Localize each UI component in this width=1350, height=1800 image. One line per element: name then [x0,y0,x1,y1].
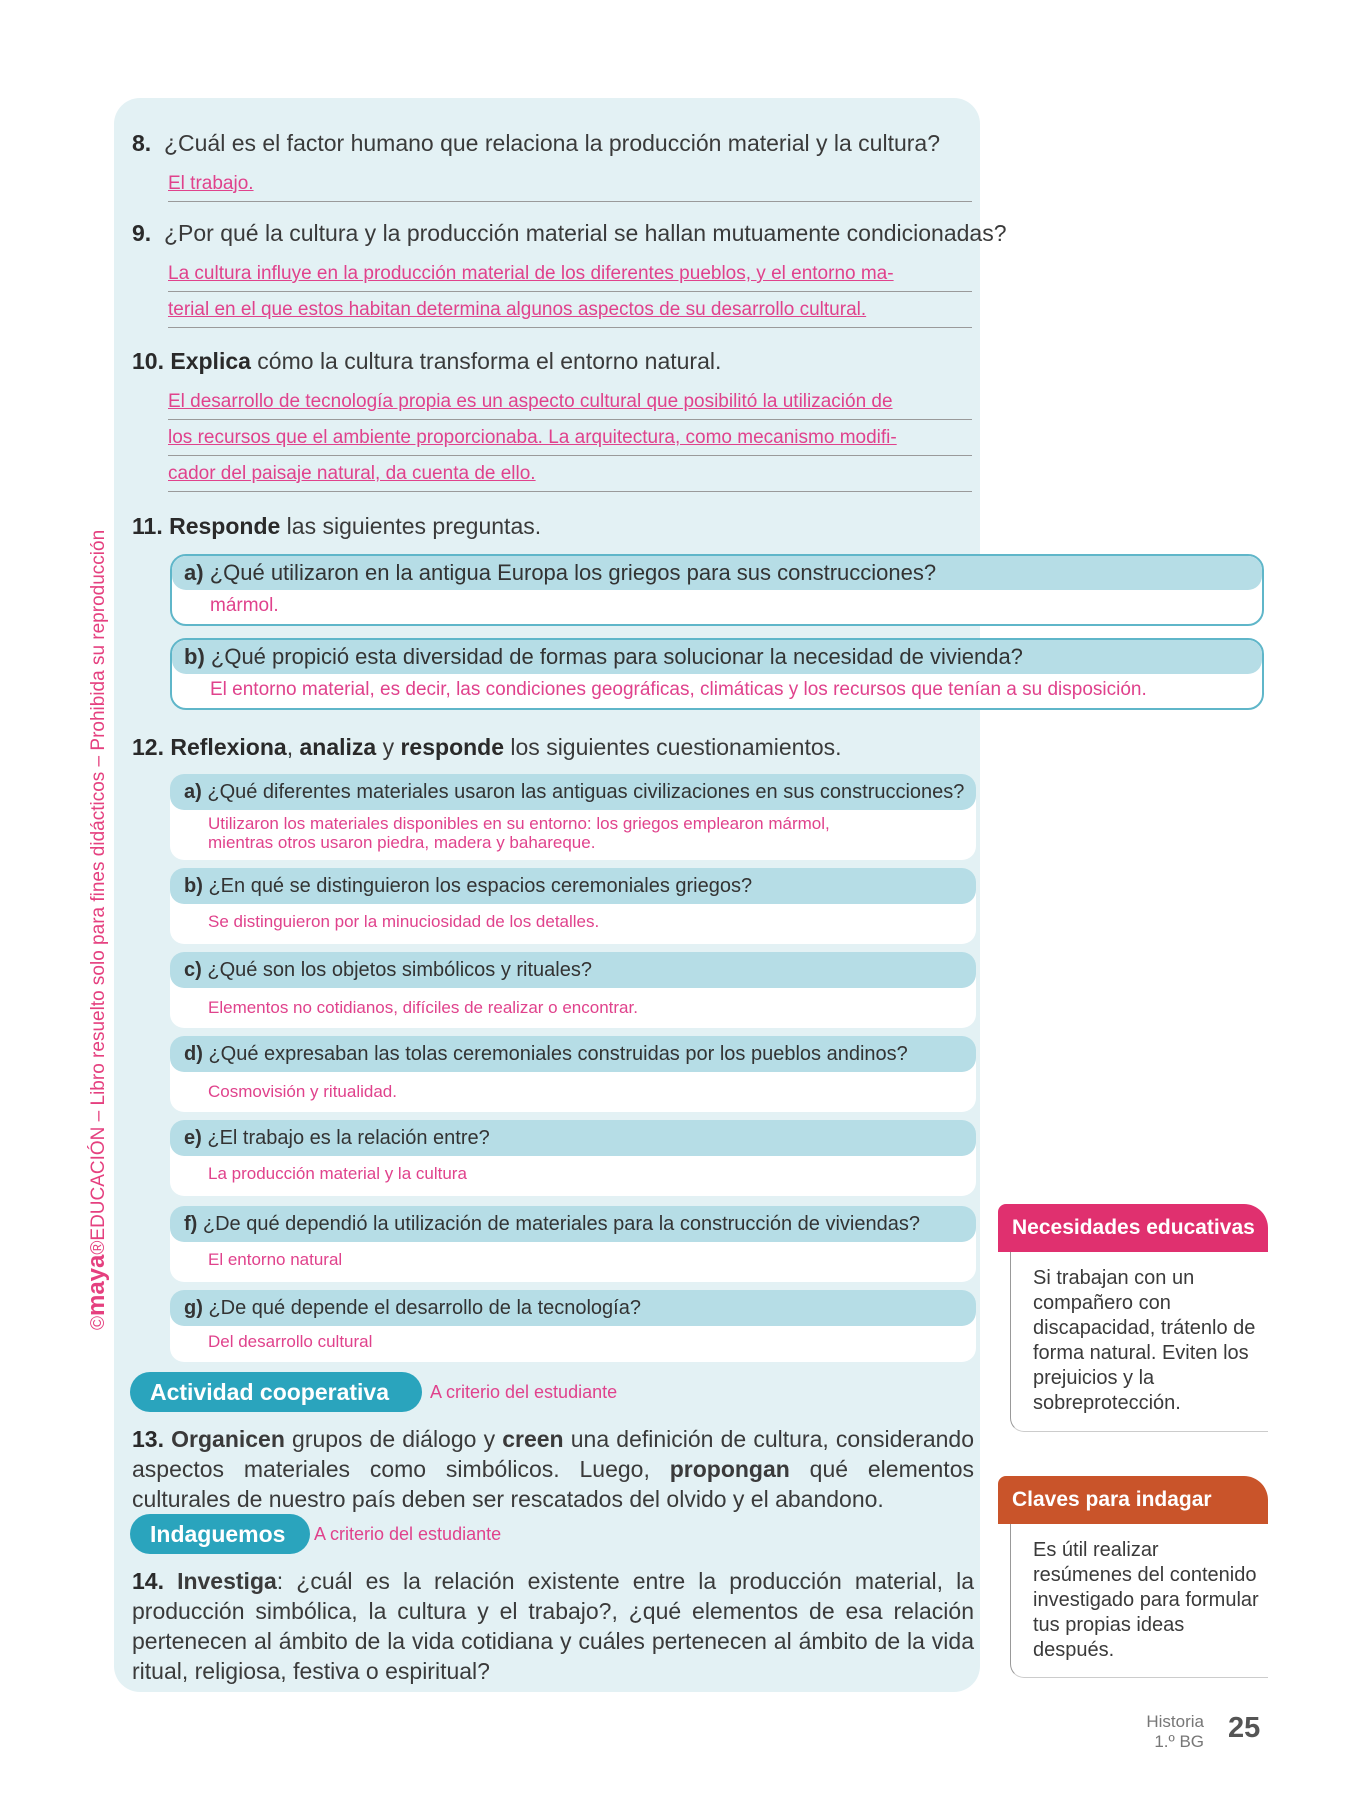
page-number: 25 [1228,1712,1261,1744]
answer-12d: Cosmovisión y ritualidad. [208,1082,397,1101]
registered-symbol: ® [88,1240,109,1255]
question-9 [132,218,1007,248]
question-11a: a) ¿Qué utilizaron en la antigua Europa los griegos para sus construcciones? [172,556,1262,590]
question-12d: d) ¿Qué expresaban las tolas ceremoniales construidas por los pueblos andinos? [170,1036,976,1072]
side-box-text: Si trabajan con un compañero con discapacidad, trátenlo de forma natural. Eviten los prejuicios y la sobreprotección. [1010,1252,1268,1432]
question-14: 14. Investiga: ¿cuál es la relación existente entre la producción material, la producción simbólica, la cultura y el trabajo?, ¿qué elementos de esa relación pertenecen al ámbito de la vida cotidiana y cuáles pertenecen al ámbito de la vida ritual, religiosa, festiva o espiritual? [132,1568,975,1684]
answer-12e: La producción material y la cultura [208,1164,467,1183]
subject-label: Historia [1146,1712,1204,1731]
question-10 [132,346,721,376]
answer-8 [168,166,972,202]
question-12e-box [170,1120,976,1196]
question-12e: e) ¿El trabajo es la relación entre? [170,1120,976,1156]
question-number: 11. [132,513,163,539]
question-12b: b) ¿En qué se distinguieron los espacios ceremoniales griegos? [170,868,976,904]
question-text: los siguientes cuestionamientos. [504,734,842,760]
answer-line: cador del paisaje natural, da cuenta de ello. [168,456,972,492]
footer-subject [1118,1712,1204,1752]
question-verb: Explica [170,348,251,374]
side-box-title: Claves para indagar [998,1476,1268,1524]
question-number: 12. [132,734,164,760]
copyright-symbol: © [88,1316,109,1330]
side-box-title: Necesidades educativas [998,1204,1268,1252]
question-12a-box [170,774,976,860]
side-box-claves [998,1476,1268,1678]
answer-12a: Utilizaron los materiales disponibles en su entorno: los griegos emplearon mármol, mientras otros usaron piedra, madera y bahareque. [208,814,830,852]
side-box-text: Es útil realizar resúmenes del contenido investigado para formular tus propias ideas después. [1010,1524,1268,1678]
answer-12c: Elementos no cotidianos, difíciles de realizar o encontrar. [208,998,638,1017]
question-12d-box [170,1036,976,1112]
side-box-necesidades [998,1204,1268,1432]
copyright-vertical-text [82,430,112,1330]
question-12f: f) ¿De qué dependió la utilización de materiales para la construcción de viviendas? [170,1206,976,1242]
answer-line: terial en el que estos habitan determina algunos aspectos de su desarrollo cultural. [168,292,972,328]
answer-10 [168,384,972,492]
question-11 [132,511,541,541]
grade-label: 1.º BG [1154,1732,1204,1751]
question-12c: c) ¿Qué son los objetos simbólicos y rituales? [170,952,976,988]
question-12f-box [170,1206,976,1282]
actividad-criterio: A criterio del estudiante [430,1382,618,1402]
copyright-text: EDUCACIÓN – Libro resuelto solo para fines didácticos – Prohibida su reproducción [88,529,109,1241]
brand-logo-text: maya [83,1254,110,1316]
answer-12b: Se distinguieron por la minuciosidad de los detalles. [208,912,600,931]
question-12: 12. Reflexiona, analiza y responde los siguientes cuestionamientos. [132,734,842,760]
answer-11b: El entorno material, es decir, las condiciones geográficas, climáticas y los recursos que tenían a su disposición. [210,679,1147,700]
question-number: 14. [132,1568,164,1594]
question-12b-box [170,868,976,944]
question-11b: b) ¿Qué propició esta diversidad de formas para solucionar la necesidad de vivienda? [172,640,1262,674]
question-verb: Responde [169,513,281,539]
answer-line: El desarrollo de tecnología propia es un aspecto cultural que posibilitó la utilización de [168,384,972,420]
answer-9 [168,256,972,328]
question-8 [132,128,940,158]
indaguemos-criterio: A criterio del estudiante [314,1524,502,1544]
question-13: 13. Organicen grupos de diálogo y creen una definición de cultura, considerando aspectos materiales como simbólicos. Luego, propongan qué elementos culturales de nuestro país deben ser rescatados del olvido y el abandono. [132,1426,974,1512]
answer-12g: Del desarrollo cultural [208,1332,373,1351]
actividad-cooperativa-label: Actividad cooperativa [130,1372,422,1412]
question-12g-box [170,1290,976,1362]
question-number: 13. [132,1426,164,1452]
question-12c-box [170,952,976,1028]
question-11b-box [170,638,1264,710]
question-text: cómo la cultura transforma el entorno natural. [250,348,722,374]
answer-line: La cultura influye en la producción material de los diferentes pueblos, y el entorno ma- [168,256,972,292]
question-11a-box [170,554,1264,626]
answer-line: los recursos que el ambiente proporcionaba. La arquitectura, como mecanismo modifi- [168,420,972,456]
question-text: las siguientes preguntas. [280,513,542,539]
question-number: 10. [132,348,164,374]
indaguemos-label: Indaguemos [130,1514,310,1554]
question-text: ¿Por qué la cultura y la producción material se hallan mutuamente condicionadas? [163,220,1007,246]
question-12a: a) ¿Qué diferentes materiales usaron las antiguas civilizaciones en sus construcciones? [170,774,976,810]
answer-12f: El entorno natural [208,1250,343,1269]
answer-line: El trabajo. [168,166,972,202]
question-12g: g) ¿De qué depende el desarrollo de la tecnología? [170,1290,976,1326]
question-number: 9. [132,220,152,246]
answer-11a: mármol. [210,595,279,616]
question-text: ¿Cuál es el factor humano que relaciona la producción material y la cultura? [163,130,940,156]
question-number: 8. [132,130,152,156]
